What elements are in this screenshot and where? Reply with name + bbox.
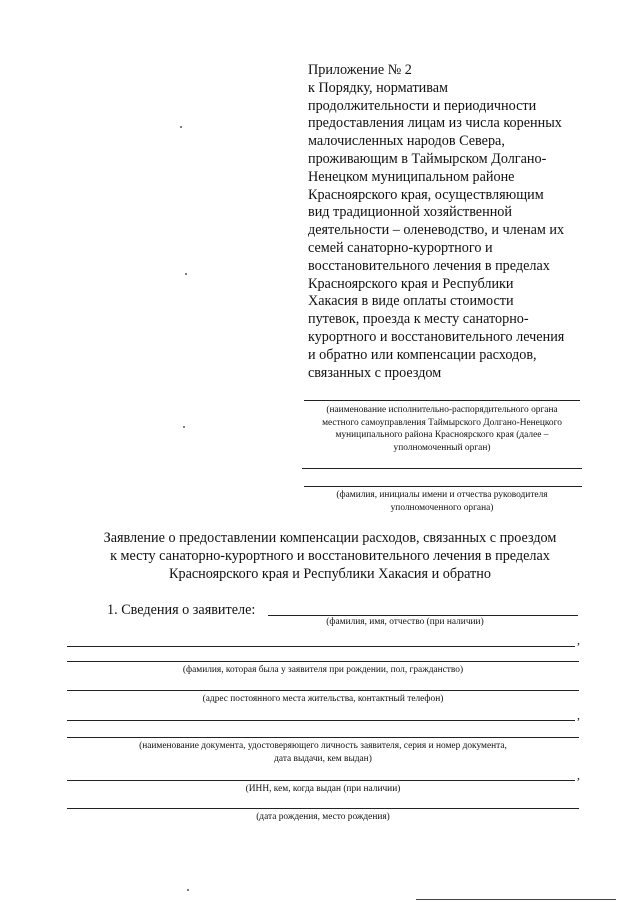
section1-label: 1. Сведения о заявителе: [107, 602, 256, 618]
appendix-line: продолжительности и периодичности [308, 97, 537, 114]
inn-caption: (ИНН, кем, когда выдан (при наличии) [245, 784, 401, 794]
line-comma: , [577, 768, 580, 782]
applicant-field-line-7[interactable] [67, 780, 575, 781]
title-line: Заявление о предоставлении компенсации расходов, связанных с проездом [103, 530, 557, 546]
appendix-line: Красноярского края, осуществляющим [308, 186, 544, 203]
scan-speck [183, 426, 185, 428]
applicant-field-line-2[interactable] [67, 646, 575, 647]
caption-line: (фамилия, инициалы имени и отчества руководителя [336, 490, 548, 500]
appendix-line: связанных с проездом [308, 364, 442, 381]
appendix-line: семей санаторно-курортного и [308, 239, 493, 256]
id-document-caption [67, 740, 579, 765]
scan-speck [185, 273, 187, 275]
appendix-line: Ненецком муниципальном районе [308, 168, 515, 185]
appendix-line: путевок, проезда к месту санаторно- [308, 311, 529, 328]
head-field-line-2[interactable] [304, 486, 582, 487]
caption-line: дата выдачи, кем выдан) [274, 753, 372, 764]
appendix-line: Хакасия в виде оплаты стоимости [308, 293, 514, 310]
appendix-line: Красноярского края и Республики [308, 275, 514, 292]
title-line: Красноярского края и Республики Хакасия и обратно [169, 565, 491, 582]
birth-surname-field-line[interactable] [67, 661, 579, 662]
caption-line: уполномоченного органа) [390, 502, 494, 513]
caption-line: местного самоуправления Таймырского Долгано-Ненецкого [322, 417, 562, 428]
id-document-field-line[interactable] [67, 737, 579, 738]
birth-caption: (дата рождения, место рождения) [256, 812, 390, 822]
appendix-header [308, 62, 608, 382]
appendix-line: вид традиционной хозяйственной [308, 204, 512, 221]
appendix-line: проживающим в Таймырском Долгано- [308, 150, 547, 167]
line-comma: , [577, 633, 580, 647]
appendix-line: восстановительного лечения в пределах [308, 257, 550, 274]
appendix-line: малочисленных народов Севера, [308, 133, 505, 150]
scan-speck [180, 126, 182, 128]
appendix-line: предоставления лицам из числа коренных [308, 115, 562, 132]
caption-line: (наименование исполнительно-распорядительного органа [326, 405, 558, 415]
appendix-line: курортного и восстановительного лечения [308, 328, 565, 345]
caption-line: уполномоченный орган) [393, 442, 491, 453]
caption-line: (наименование документа, удостоверяющего личность заявителя, серия и номер документа, [139, 741, 507, 751]
birth-surname-caption: (фамилия, которая была у заявителя при рождении, пол, гражданство) [182, 665, 464, 675]
statement-title [40, 530, 620, 583]
appendix-line: и обратно или компенсации расходов, [308, 346, 537, 363]
caption-line: муниципального района Красноярского края (далее – [335, 430, 549, 441]
scan-mark-line [416, 899, 616, 900]
applicant-field-line-5[interactable] [67, 720, 575, 721]
appendix-line: деятельности – оленеводство, и членам их [308, 222, 565, 239]
head-field-line-1[interactable] [302, 468, 582, 469]
authority-caption [296, 404, 588, 454]
full-name-caption: (фамилия, имя, отчество (при наличии) [326, 617, 484, 627]
scan-speck [187, 889, 189, 891]
title-line: к месту санаторно-курортного и восстановительного лечения в пределах [110, 547, 550, 564]
birth-field-line[interactable] [67, 808, 579, 809]
address-field-line[interactable] [67, 690, 579, 691]
head-caption [300, 489, 584, 514]
address-caption: (адрес постоянного места жительства, контактный телефон) [202, 694, 444, 704]
appendix-line: к Порядку, нормативам [308, 79, 449, 96]
authority-field-line[interactable] [304, 400, 580, 401]
line-comma: , [577, 708, 580, 722]
appendix-line: Приложение № 2 [308, 62, 412, 78]
